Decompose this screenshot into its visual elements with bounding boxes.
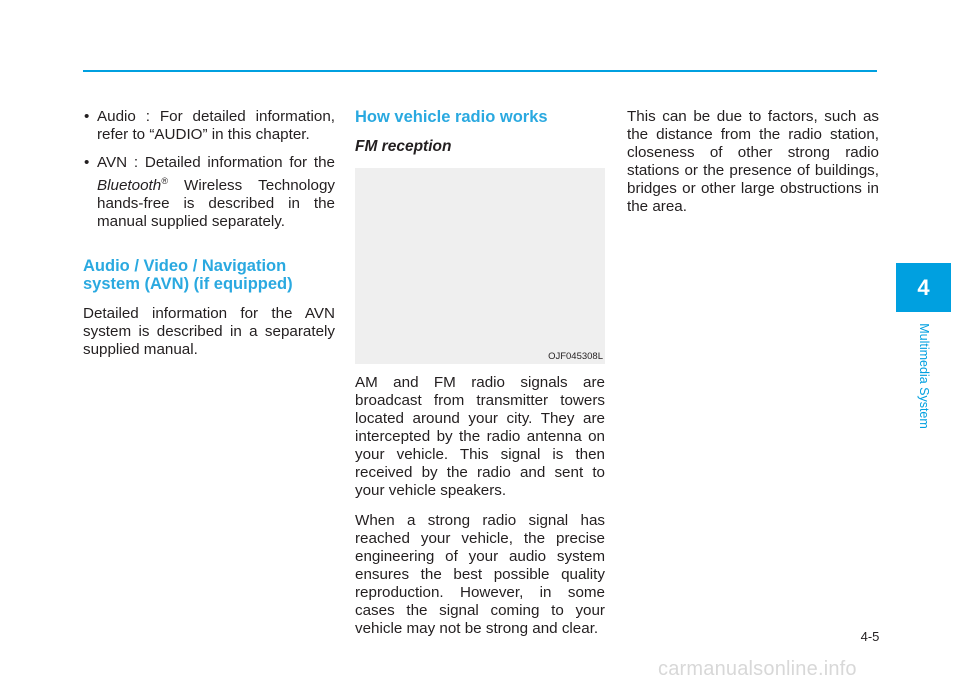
figure-code: OJF045308L: [548, 351, 603, 362]
page-number: 4-5: [860, 629, 880, 644]
column-middle: [355, 108, 605, 650]
fm-reception-figure: [355, 168, 605, 364]
radio-heading: How vehicle radio works: [355, 108, 548, 126]
column-right: [627, 108, 879, 228]
column-left: [83, 108, 335, 371]
avn-heading: Audio / Video / Navigation system (AVN) (if equipped): [83, 257, 293, 294]
header-rule: [83, 70, 877, 72]
chapter-tab: 4: [896, 263, 951, 312]
avn-body: Detailed information for the AVN system is described in a separately supplied manual.: [83, 305, 335, 359]
list-item-avn: [83, 154, 335, 231]
registered-mark: ®: [161, 176, 168, 186]
bluetooth-term: Bluetooth: [97, 177, 162, 195]
radio-para-1: AM and FM radio signals are broadcast from transmitter towers located around your city. They are intercepted by the radio antenna on your vehicle. This signal is then received by the radio and sent to your vehicle speakers.: [355, 374, 605, 499]
radio-para-2: When a strong radio signal has reached your vehicle, the precise engineering of your audio system ensures the best possible quality reproduction. However, in some cases the signal coming to your vehicle may not be strong and clear.: [355, 512, 605, 637]
chapter-label: Multimedia System: [917, 323, 931, 429]
radio-para-3: This can be due to factors, such as the distance from the radio station, closeness of other strong radio stations or the presence of buildings, bridges or other large obstructions in the area.: [627, 108, 879, 215]
avn-bullet-prefix: AVN : Detailed information for the: [97, 154, 335, 171]
list-item-audio: [83, 108, 335, 144]
fm-subheading: FM reception: [355, 138, 452, 155]
avn-bullet-suffix: Wireless Technology hands-free is described in the manual supplied separately.: [97, 177, 335, 231]
audio-bullet-text: Audio : For detailed information, refer to “AUDIO” in this chapter.: [97, 108, 335, 143]
watermark: carmanualsonline.info: [658, 658, 857, 680]
bullet-list: [83, 108, 335, 231]
